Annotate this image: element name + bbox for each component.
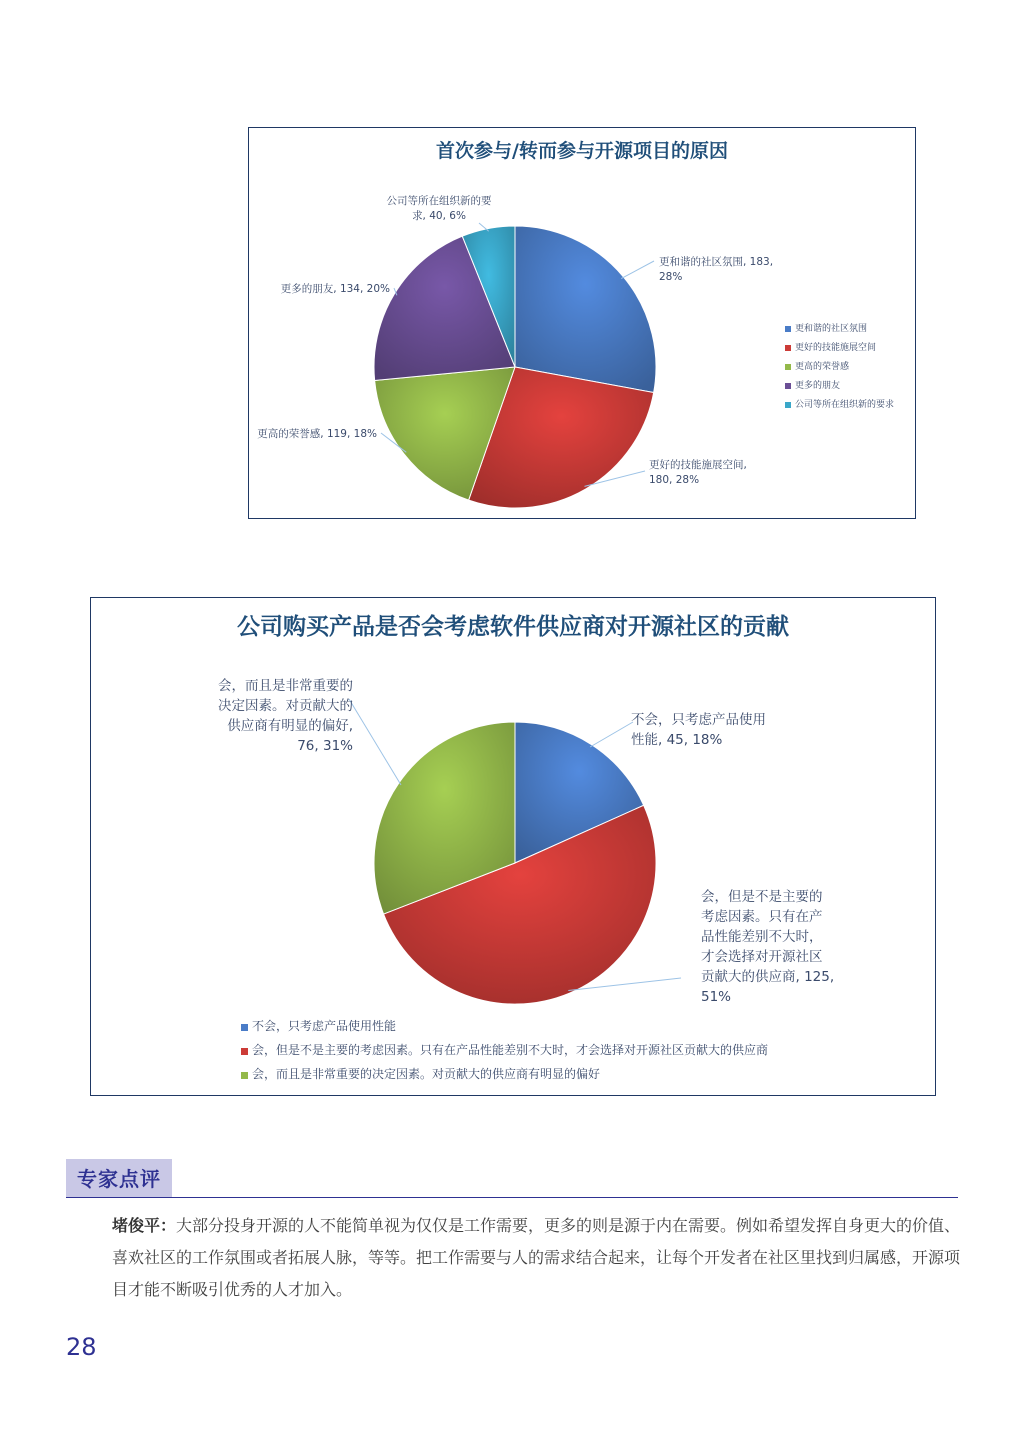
chart-vendor-contribution (90, 597, 936, 1096)
page-number: 28 (66, 1333, 97, 1361)
section-divider (66, 1197, 958, 1198)
chart2-data-label-3: 会，而且是非常重要的决定因素。对贡献大的供应商有明显的偏好, 76, 31% (218, 678, 353, 754)
chart1-data-label-1: 更和谐的社区氛围, 183, 28% (659, 256, 774, 283)
chart2-legend-swatch-1 (241, 1024, 248, 1031)
chart1-legend-swatch-5 (785, 402, 791, 408)
pie-chart-vendor (91, 598, 935, 1095)
chart2-data-label-1: 不会，只考虑产品使用性能, 45, 18% (631, 712, 766, 748)
expert-comment (112, 1210, 962, 1306)
chart2-title: 公司购买产品是否会考虑软件供应商对开源社区的贡献 (237, 614, 789, 640)
chart1-leader-line-1 (621, 261, 654, 279)
chart2-legend-swatch-3 (241, 1072, 248, 1079)
pie-chart-reasons (249, 128, 915, 518)
chart1-data-label-2: 更好的技能施展空间, 180, 28% (649, 459, 747, 486)
chart2-data-label-2: 会，但是不是主要的考虑因素。只有在产品性能差别不大时，才会选择对开源社区贡献大的供应商, 125, 51% (701, 889, 835, 1005)
chart1-slice-1 (515, 226, 656, 393)
chart1-legend-swatch-3 (785, 364, 791, 370)
chart1-legend-label-1: 更和谐的社区氛围 (795, 324, 868, 334)
chart-reasons-participation (248, 127, 916, 519)
chart1-legend-label-2: 更好的技能施展空间 (795, 343, 877, 353)
chart1-legend-label-3: 更高的荣誉感 (795, 362, 850, 372)
section-title-expert-review: 专家点评 (66, 1159, 172, 1197)
chart1-legend-swatch-1 (785, 326, 791, 332)
comment-author: 堵俊平： (112, 1216, 177, 1235)
chart2-legend-label-1: 不会，只考虑产品使用性能 (252, 1019, 397, 1033)
chart1-data-label-4: 更多的朋友, 134, 20% (280, 283, 390, 295)
chart1-legend-swatch-2 (785, 345, 791, 351)
chart1-data-label-5: 公司等所在组织新的要求, 40, 6% (386, 195, 492, 222)
chart1-title: 首次参与/转而参与开源项目的原因 (436, 140, 728, 162)
comment-text: 大部分投身开源的人不能简单视为仅仅是工作需要，更多的则是源于内在需要。例如希望发挥自身更大的价值、喜欢社区的工作氛围或者拓展人脉，等等。把工作需要与人的需求结合起来，让每个开发者在社区里找到归属感，开源项目才能不断吸引优秀的人才加入。 (112, 1216, 961, 1299)
chart2-leader-line-3 (349, 699, 401, 785)
chart2-legend-label-2: 会，但是不是主要的考虑因素。只有在产品性能差别不大时，才会选择对开源社区贡献大的供应商 (252, 1043, 769, 1057)
chart1-data-label-3: 更高的荣誉感, 119, 18% (257, 428, 377, 440)
chart1-legend-swatch-4 (785, 383, 791, 389)
chart2-legend-label-3: 会，而且是非常重要的决定因素。对贡献大的供应商有明显的偏好 (252, 1067, 601, 1081)
chart1-legend-label-4: 更多的朋友 (795, 381, 841, 391)
chart2-legend-swatch-2 (241, 1048, 248, 1055)
chart2-leader-line-1 (590, 722, 633, 747)
chart1-legend-label-5: 公司等所在组织新的要求 (795, 400, 895, 410)
